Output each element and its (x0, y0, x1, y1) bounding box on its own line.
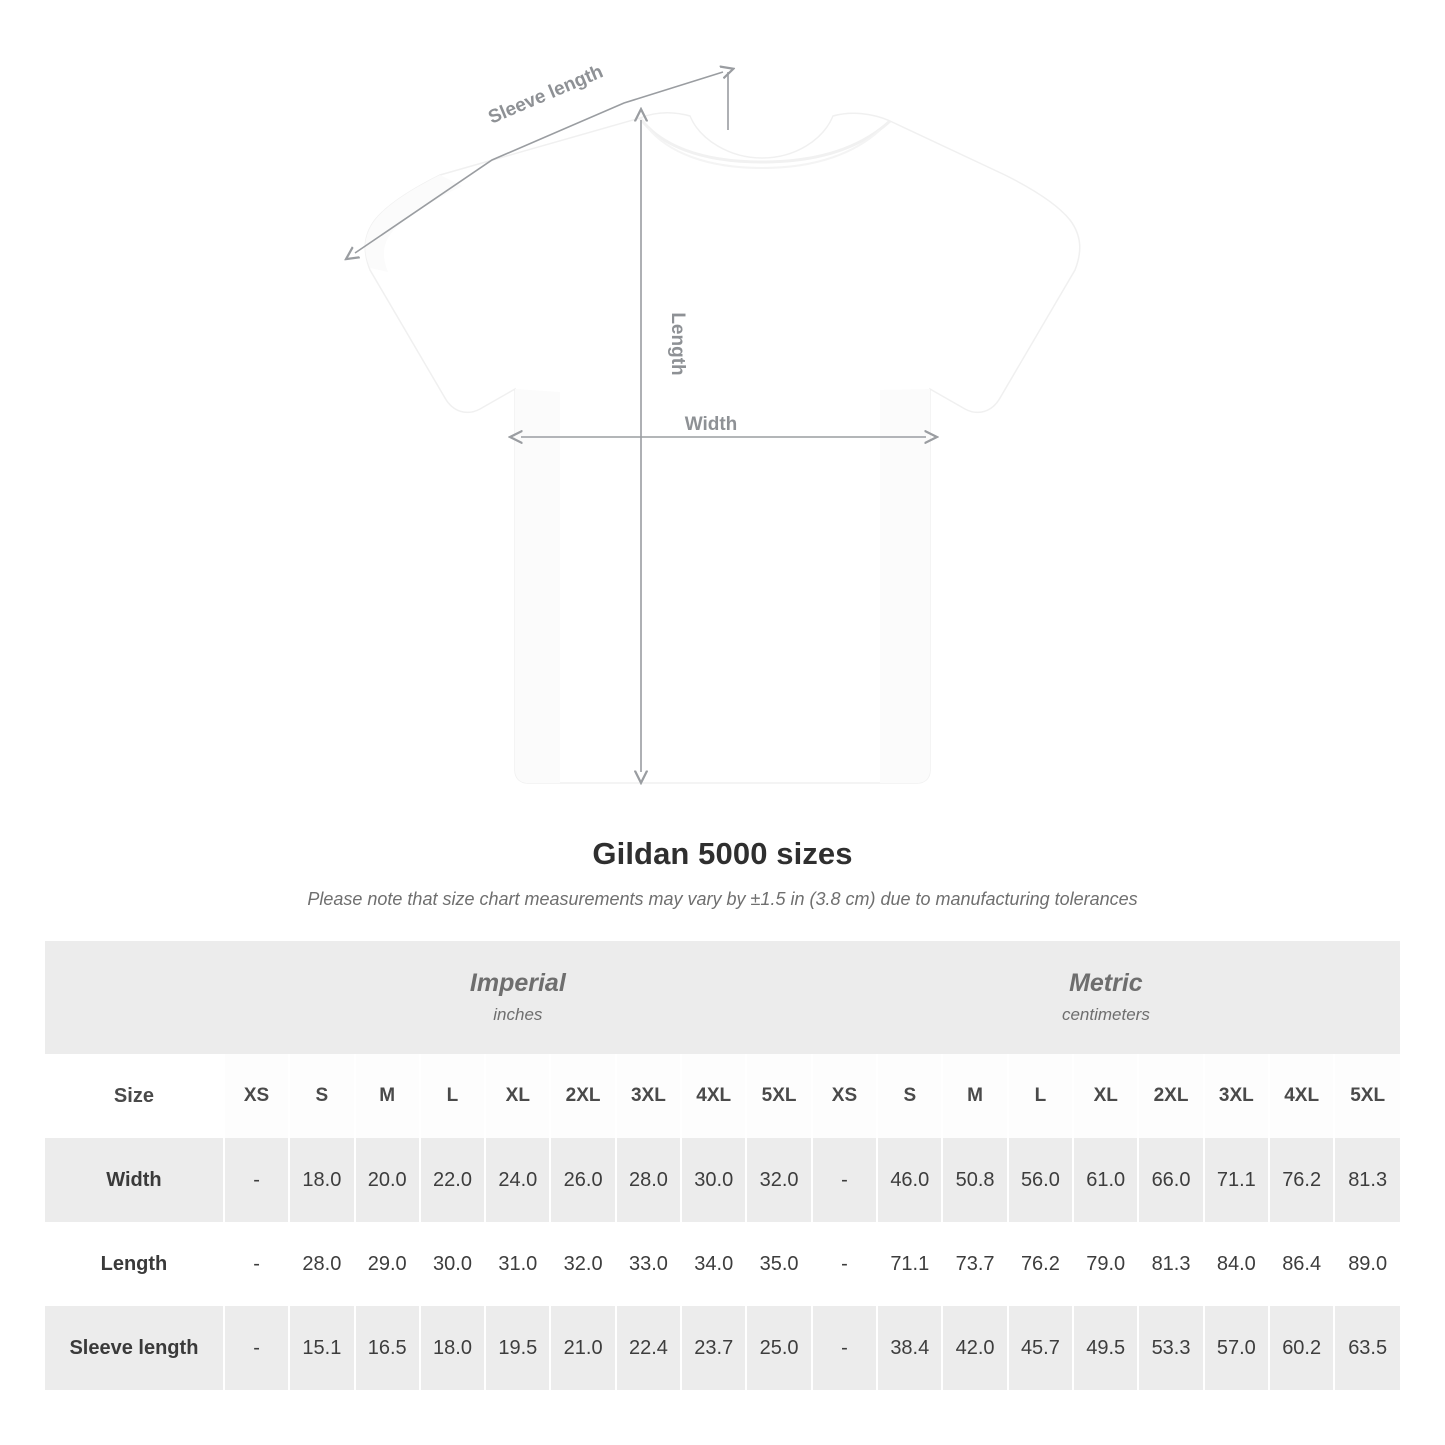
size-metric-m: M (942, 1054, 1007, 1138)
length-metric-xl: 79.0 (1073, 1222, 1138, 1306)
size-metric-3xl: 3XL (1204, 1054, 1269, 1138)
size-imperial-l: L (420, 1054, 485, 1138)
sleeve-length-label: Sleeve length (485, 61, 607, 129)
length-metric-l: 76.2 (1008, 1222, 1073, 1306)
width-metric-5xl: 81.3 (1334, 1138, 1400, 1222)
width-imperial-xs: - (224, 1138, 289, 1222)
sleeve-imperial-5xl: 25.0 (746, 1306, 811, 1390)
unit-metric-name: Metric (1069, 969, 1143, 998)
size-metric-4xl: 4XL (1269, 1054, 1334, 1138)
width-imperial-4xl: 30.0 (681, 1138, 746, 1222)
width-metric-3xl: 71.1 (1204, 1138, 1269, 1222)
sleeve-imperial-xs: - (224, 1306, 289, 1390)
unit-group-metric (812, 941, 1400, 1054)
width-imperial-3xl: 28.0 (616, 1138, 681, 1222)
row-label-sleeve-length: Sleeve length (45, 1306, 224, 1390)
size-metric-s: S (877, 1054, 942, 1138)
unit-group-row (45, 941, 1400, 1054)
sleeve-metric-xl: 49.5 (1073, 1306, 1138, 1390)
tshirt-shape (365, 113, 1079, 783)
size-metric-5xl: 5XL (1334, 1054, 1400, 1138)
size-imperial-xs: XS (224, 1054, 289, 1138)
sleeve-imperial-2xl: 21.0 (550, 1306, 615, 1390)
chart-title: Gildan 5000 sizes (592, 836, 853, 871)
size-header-row (45, 1054, 1400, 1138)
length-imperial-s: 28.0 (289, 1222, 354, 1306)
length-metric-3xl: 84.0 (1204, 1222, 1269, 1306)
size-imperial-s: S (289, 1054, 354, 1138)
size-table-wrap (45, 941, 1400, 1390)
length-label: Length (667, 312, 688, 376)
size-metric-xs: XS (812, 1054, 877, 1138)
length-metric-s: 71.1 (877, 1222, 942, 1306)
unit-spacer (45, 941, 224, 1054)
length-imperial-4xl: 34.0 (681, 1222, 746, 1306)
width-imperial-m: 20.0 (355, 1138, 420, 1222)
length-imperial-m: 29.0 (355, 1222, 420, 1306)
width-imperial-5xl: 32.0 (746, 1138, 811, 1222)
width-metric-xl: 61.0 (1073, 1138, 1138, 1222)
length-imperial-5xl: 35.0 (746, 1222, 811, 1306)
size-imperial-5xl: 5XL (746, 1054, 811, 1138)
size-imperial-2xl: 2XL (550, 1054, 615, 1138)
sleeve-imperial-l: 18.0 (420, 1306, 485, 1390)
size-metric-xl: XL (1073, 1054, 1138, 1138)
size-metric-l: L (1008, 1054, 1073, 1138)
sleeve-imperial-s: 15.1 (289, 1306, 354, 1390)
row-label-length: Length (45, 1222, 224, 1306)
length-imperial-xs: - (224, 1222, 289, 1306)
sleeve-imperial-3xl: 22.4 (616, 1306, 681, 1390)
sleeve-imperial-4xl: 23.7 (681, 1306, 746, 1390)
title-block (0, 836, 1445, 910)
sleeve-metric-m: 42.0 (942, 1306, 1007, 1390)
sleeve-metric-xs: - (812, 1306, 877, 1390)
sleeve-metric-4xl: 60.2 (1269, 1306, 1334, 1390)
unit-imperial-sub: inches (493, 1004, 543, 1024)
length-imperial-xl: 31.0 (485, 1222, 550, 1306)
size-imperial-3xl: 3XL (616, 1054, 681, 1138)
width-metric-s: 46.0 (877, 1138, 942, 1222)
size-imperial-4xl: 4XL (681, 1054, 746, 1138)
width-imperial-l: 22.0 (420, 1138, 485, 1222)
size-metric-2xl: 2XL (1138, 1054, 1203, 1138)
sleeve-metric-s: 38.4 (877, 1306, 942, 1390)
width-metric-m: 50.8 (942, 1138, 1007, 1222)
unit-metric-sub: centimeters (1061, 1004, 1150, 1024)
sleeve-metric-l: 45.7 (1008, 1306, 1073, 1390)
unit-group-imperial (224, 941, 812, 1054)
row-label-width: Width (45, 1138, 224, 1222)
length-metric-4xl: 86.4 (1269, 1222, 1334, 1306)
table-row (45, 1306, 1400, 1390)
width-label: Width (684, 414, 738, 435)
width-imperial-s: 18.0 (289, 1138, 354, 1222)
table-row (45, 1222, 1400, 1306)
length-imperial-l: 30.0 (420, 1222, 485, 1306)
width-metric-4xl: 76.2 (1269, 1138, 1334, 1222)
length-metric-xs: - (812, 1222, 877, 1306)
width-metric-xs: - (812, 1138, 877, 1222)
size-imperial-xl: XL (485, 1054, 550, 1138)
length-imperial-2xl: 32.0 (550, 1222, 615, 1306)
length-metric-m: 73.7 (942, 1222, 1007, 1306)
size-table (45, 941, 1400, 1390)
size-imperial-m: M (355, 1054, 420, 1138)
sleeve-imperial-xl: 19.5 (485, 1306, 550, 1390)
width-imperial-xl: 24.0 (485, 1138, 550, 1222)
table-row (45, 1138, 1400, 1222)
width-imperial-2xl: 26.0 (550, 1138, 615, 1222)
chart-subtitle: Please note that size chart measurements may vary by ±1.5 in (3.8 cm) due to manufacturing tolerances (307, 889, 1138, 909)
sleeve-metric-5xl: 63.5 (1334, 1306, 1400, 1390)
length-metric-2xl: 81.3 (1138, 1222, 1203, 1306)
width-metric-2xl: 66.0 (1138, 1138, 1203, 1222)
width-metric-l: 56.0 (1008, 1138, 1073, 1222)
header-size-label: Size (45, 1054, 224, 1138)
sleeve-imperial-m: 16.5 (355, 1306, 420, 1390)
sleeve-metric-3xl: 57.0 (1204, 1306, 1269, 1390)
length-imperial-3xl: 33.0 (616, 1222, 681, 1306)
sleeve-metric-2xl: 53.3 (1138, 1306, 1203, 1390)
length-metric-5xl: 89.0 (1334, 1222, 1400, 1306)
unit-imperial-name: Imperial (469, 969, 566, 998)
